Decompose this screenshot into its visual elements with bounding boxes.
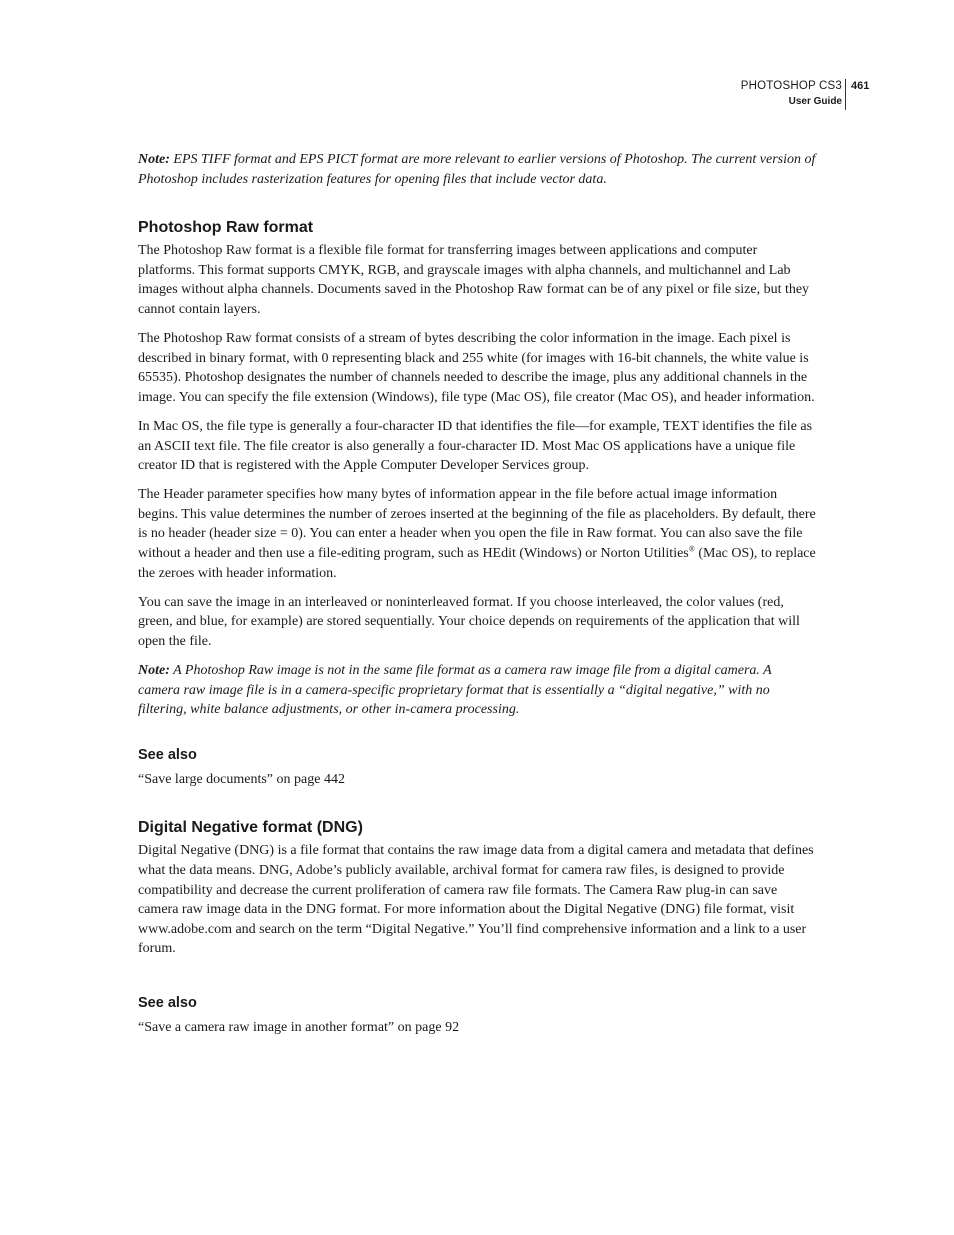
header-product: PHOTOSHOP CS3 (740, 80, 842, 92)
note-eps (138, 150, 816, 189)
heading-see-also: See also (138, 995, 197, 1012)
paragraph-raw-intro: The Photoshop Raw format is a flexible file format for transferring images between applications and computer platforms. This format supports CMYK, RGB, and grayscale images with alpha channels, and multichannel and Lab images without alpha channels. Documents saved in the Photoshop Raw format can be of any pixel or file size, but they cannot contain layers. (138, 243, 810, 317)
heading-see-also: See also (138, 746, 197, 763)
heading-dng: Digital Negative format (DNG) (138, 819, 363, 837)
page-content (138, 150, 816, 1038)
registered-mark: ® (688, 544, 695, 554)
note-camera-raw (138, 661, 816, 720)
link-save-camera-raw[interactable]: “Save a camera raw image in another format” on page 92 (138, 1020, 460, 1036)
note-label: Note: (138, 152, 170, 167)
link-save-large-documents[interactable]: “Save large documents” on page 442 (138, 771, 345, 787)
note-text: EPS TIFF format and EPS PICT format are more relevant to earlier versions of Photoshop. The current version of Photoshop includes rasterization features for opening files that include vector data. (138, 152, 816, 187)
heading-photoshop-raw: Photoshop Raw format (138, 219, 314, 237)
header-title-block (741, 79, 842, 109)
header-param-text-end: (Mac OS), to replace the zeroes with header information. (138, 546, 816, 581)
header-divider (845, 79, 846, 110)
paragraph-raw-bytes: The Photoshop Raw format consists of a stream of bytes describing the color information in the image. Each pixel is described in binary format, with 0 representing black and 255 white (for images with 16-bit channels, the white value is 65535). Photoshop designates the number of channels needed to describe the image, plus any additional channels in the image. You can specify the file extension (Windows), file type (Mac OS), file creator (Mac OS), and header information. (138, 331, 815, 405)
note-text: A Photoshop Raw image is not in the same file format as a camera raw image file from a digital camera. A camera raw image file is in a camera-specific proprietary format that is essentially a “digital negative,” with no filtering, white balance adjustments, or other in-camera processing. (138, 662, 772, 718)
note-label: Note: (138, 662, 170, 678)
paragraph-raw-interleaved: You can save the image in an interleaved or noninterleaved format. If you choose interleaved, the color values (red, green, and blue, for example) are stored sequentially. Your choice depends on requirements of the application that will open the file. (138, 594, 800, 649)
header-param-text: The Header parameter specifies how many bytes of information appear in the file before actual image information begins. This value determines the number of zeroes inserted at the beginning of the file as placeholders. By default, there is no header (header size = 0). You can enter a header when you open the file in Raw format. You can also save the file without a header and then use a file-editing program, such as HEdit (Windows) or Norton Utilities (138, 487, 816, 561)
paragraph-dng: Digital Negative (DNG) is a file format that contains the raw image data from a digital camera and metadata that defines what the data means. DNG, Adobe’s publicly available, archival format for camera raw files, is designed to provide compatibility and decrease the current proliferation of camera raw file formats. The Camera Raw plug-in can save camera raw image data in the DNG format. For more information about the Digital Negative (DNG) file format, visit www.adobe.com and search on the term “Digital Negative.” You’ll find comprehensive information and a link to a user forum. (138, 843, 814, 957)
running-header (0, 79, 954, 111)
paragraph-raw-macos: In Mac OS, the file type is generally a four-character ID that identifies the file—for example, TEXT identifies the file as an ASCII text file. The file creator is also generally a four-character ID. Most Mac OS applications have a unique file creator ID that is registered with the Apple Computer Developer Services group. (138, 418, 813, 474)
paragraph-raw-header (138, 485, 816, 583)
page-number: 461 (851, 80, 870, 92)
header-guide: User Guide (788, 96, 842, 107)
